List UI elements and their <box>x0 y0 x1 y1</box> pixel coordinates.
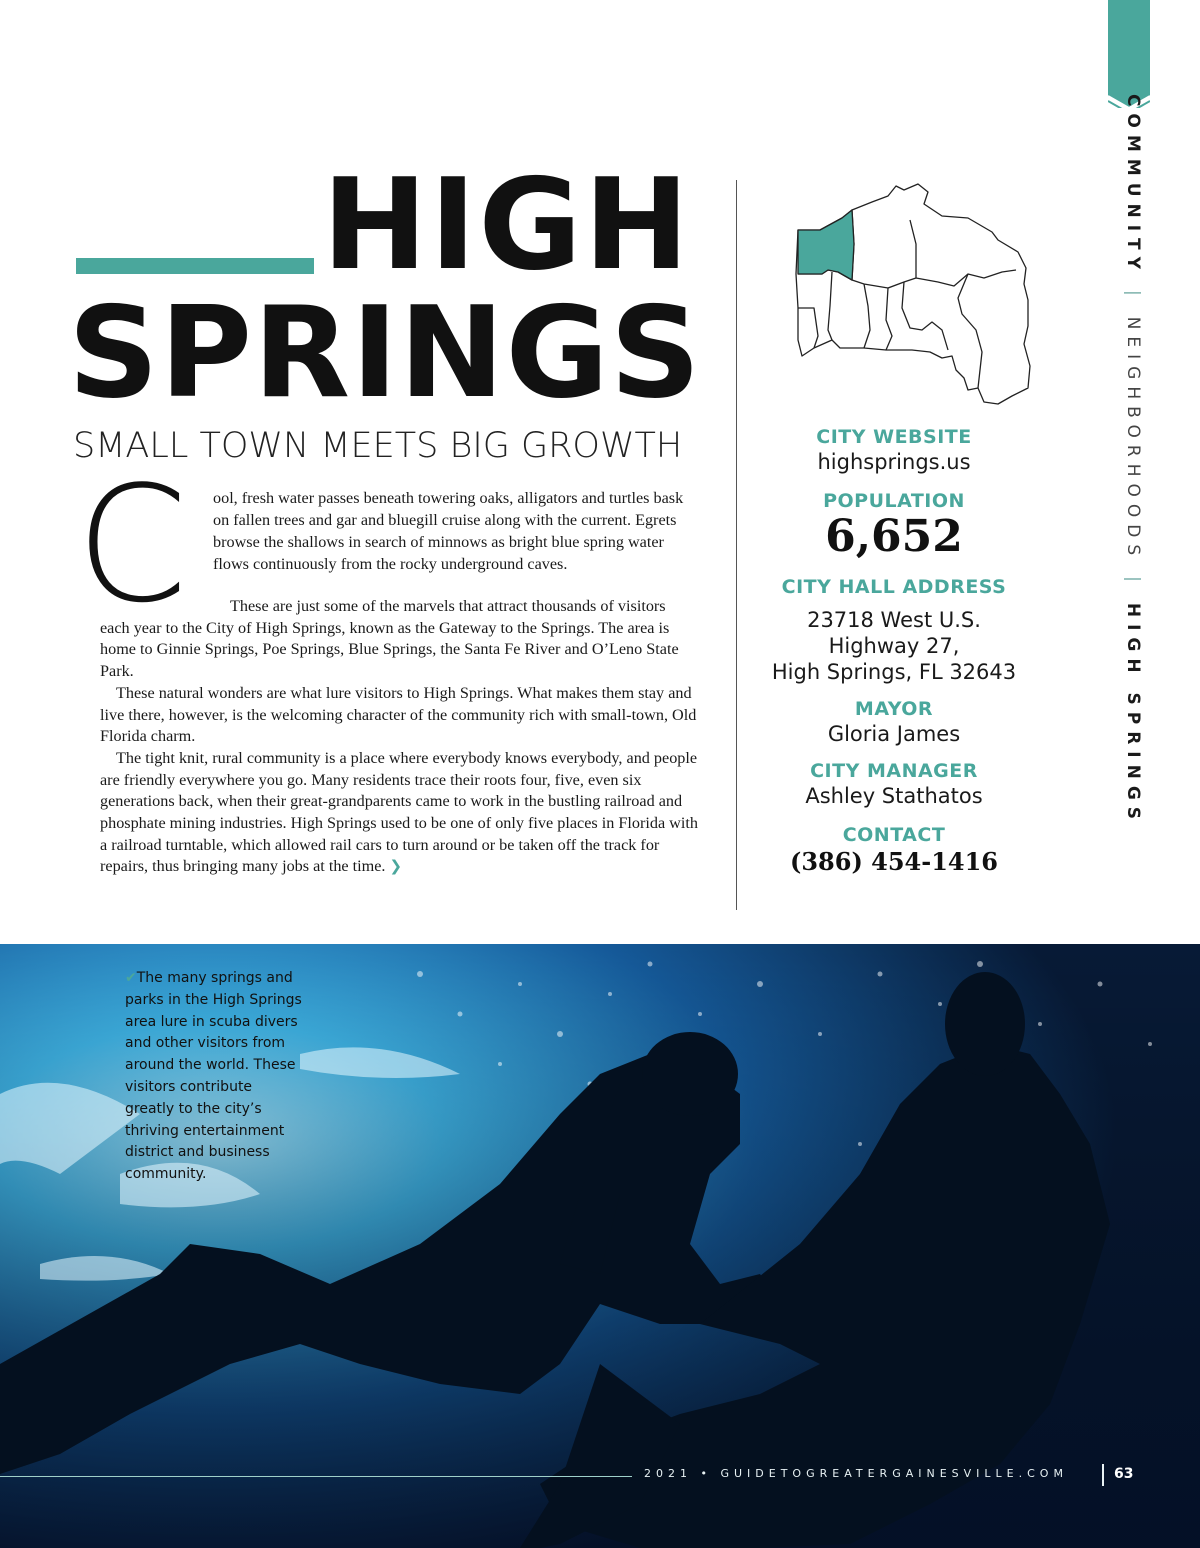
city-website-link[interactable]: highsprings.us <box>817 450 971 474</box>
footer-site: 2021 • GUIDETOGREATERGAINESVILLE.COM <box>644 1467 1068 1480</box>
mayor-name: Gloria James <box>827 722 961 746</box>
county-locator-map <box>792 180 1032 410</box>
population-label: POPULATION <box>823 490 965 512</box>
article-paragraph-text: The tight knit, rural community is a place where everybody knows everybody, and people are friendly everywhere you go. Many residents trace their roots four, five, even six generations back, when their great-grandparents came to work in the bustling railroad and phosphate mining industries. High Springs used to be one of only five places in Florida with a railroad turntable, which allowed rail cars to turn around or be taken off the track for repairs, thus bringing many jobs at the time. <box>100 748 698 876</box>
mayor-label: MAYOR <box>854 698 934 720</box>
chevron-right-icon: ❯ <box>389 857 403 876</box>
article-paragraph: These natural wonders are what lure visitors to High Springs. What makes them stay and live there, however, is the welcoming character of the community rich with small-town, Old Florida charm. <box>100 683 697 746</box>
city-manager-label: CITY MANAGER <box>810 760 978 782</box>
address-line: 23718 West U.S. <box>807 608 981 632</box>
photo-caption <box>125 968 305 1186</box>
address-line: High Springs, FL 32643 <box>771 660 1017 684</box>
contact-phone[interactable]: (386) 454-1416 <box>789 847 999 876</box>
city-manager-name: Ashley Stathatos <box>805 784 983 808</box>
section-label-high-springs: HIGH SPRINGS <box>1123 602 1143 827</box>
checkmark-icon: ✔ <box>125 970 137 986</box>
article-body <box>100 596 698 878</box>
page-number: 63 <box>1114 1466 1134 1482</box>
city-website-label: CITY WEBSITE <box>816 426 972 448</box>
footer-divider <box>1102 1464 1104 1486</box>
section-label <box>1123 94 1143 826</box>
section-separator: | <box>1123 576 1143 589</box>
article-lead-paragraph: ool, fresh water passes beneath towering oaks, alligators and turtles bask on fallen trees and gar and bluegill cruise along with the current. Egrets browse the shallows in search of minnows as bright blue spring water flows continuously from the rocky underground caves. <box>213 489 684 573</box>
article-paragraph: These are just some of the marvels that attract thousands of visitors each year to the City of High Springs, known as the Gateway to the Springs. The area is home to Ginnie Springs, Poe Springs, Blue Springs, the Santa Fe River and O’Leno State Park. <box>100 597 679 681</box>
address-line: Highway 27, <box>828 634 960 658</box>
section-label-neighborhoods: NEIGHBORHOODS <box>1123 316 1143 563</box>
city-hall-address <box>754 607 1034 685</box>
article-paragraph <box>100 748 698 878</box>
city-hall-address-label: CITY HALL ADDRESS <box>781 576 1007 598</box>
title-accent-rule <box>76 258 314 274</box>
section-label-community: COMMUNITY <box>1123 93 1143 276</box>
city-facts <box>754 425 1034 877</box>
page-title-line-1: HIGH <box>322 151 692 298</box>
page-subtitle: SMALL TOWN MEETS BIG GROWTH <box>73 426 683 466</box>
drop-cap: C <box>76 451 188 638</box>
column-divider <box>736 180 737 910</box>
contact-label: CONTACT <box>842 824 946 846</box>
page-title-line-2: SPRINGS <box>68 279 702 426</box>
population-value: 6,652 <box>825 511 963 562</box>
section-tab-marker <box>1108 0 1150 108</box>
footer-rule <box>0 1476 632 1477</box>
section-separator: | <box>1123 289 1143 303</box>
photo-caption-text: The many springs and parks in the High Springs area lure in scuba divers and other visitors from around the world. These visitors contribute greatly to the city’s thriving entertainment district and business community. <box>125 970 302 1183</box>
